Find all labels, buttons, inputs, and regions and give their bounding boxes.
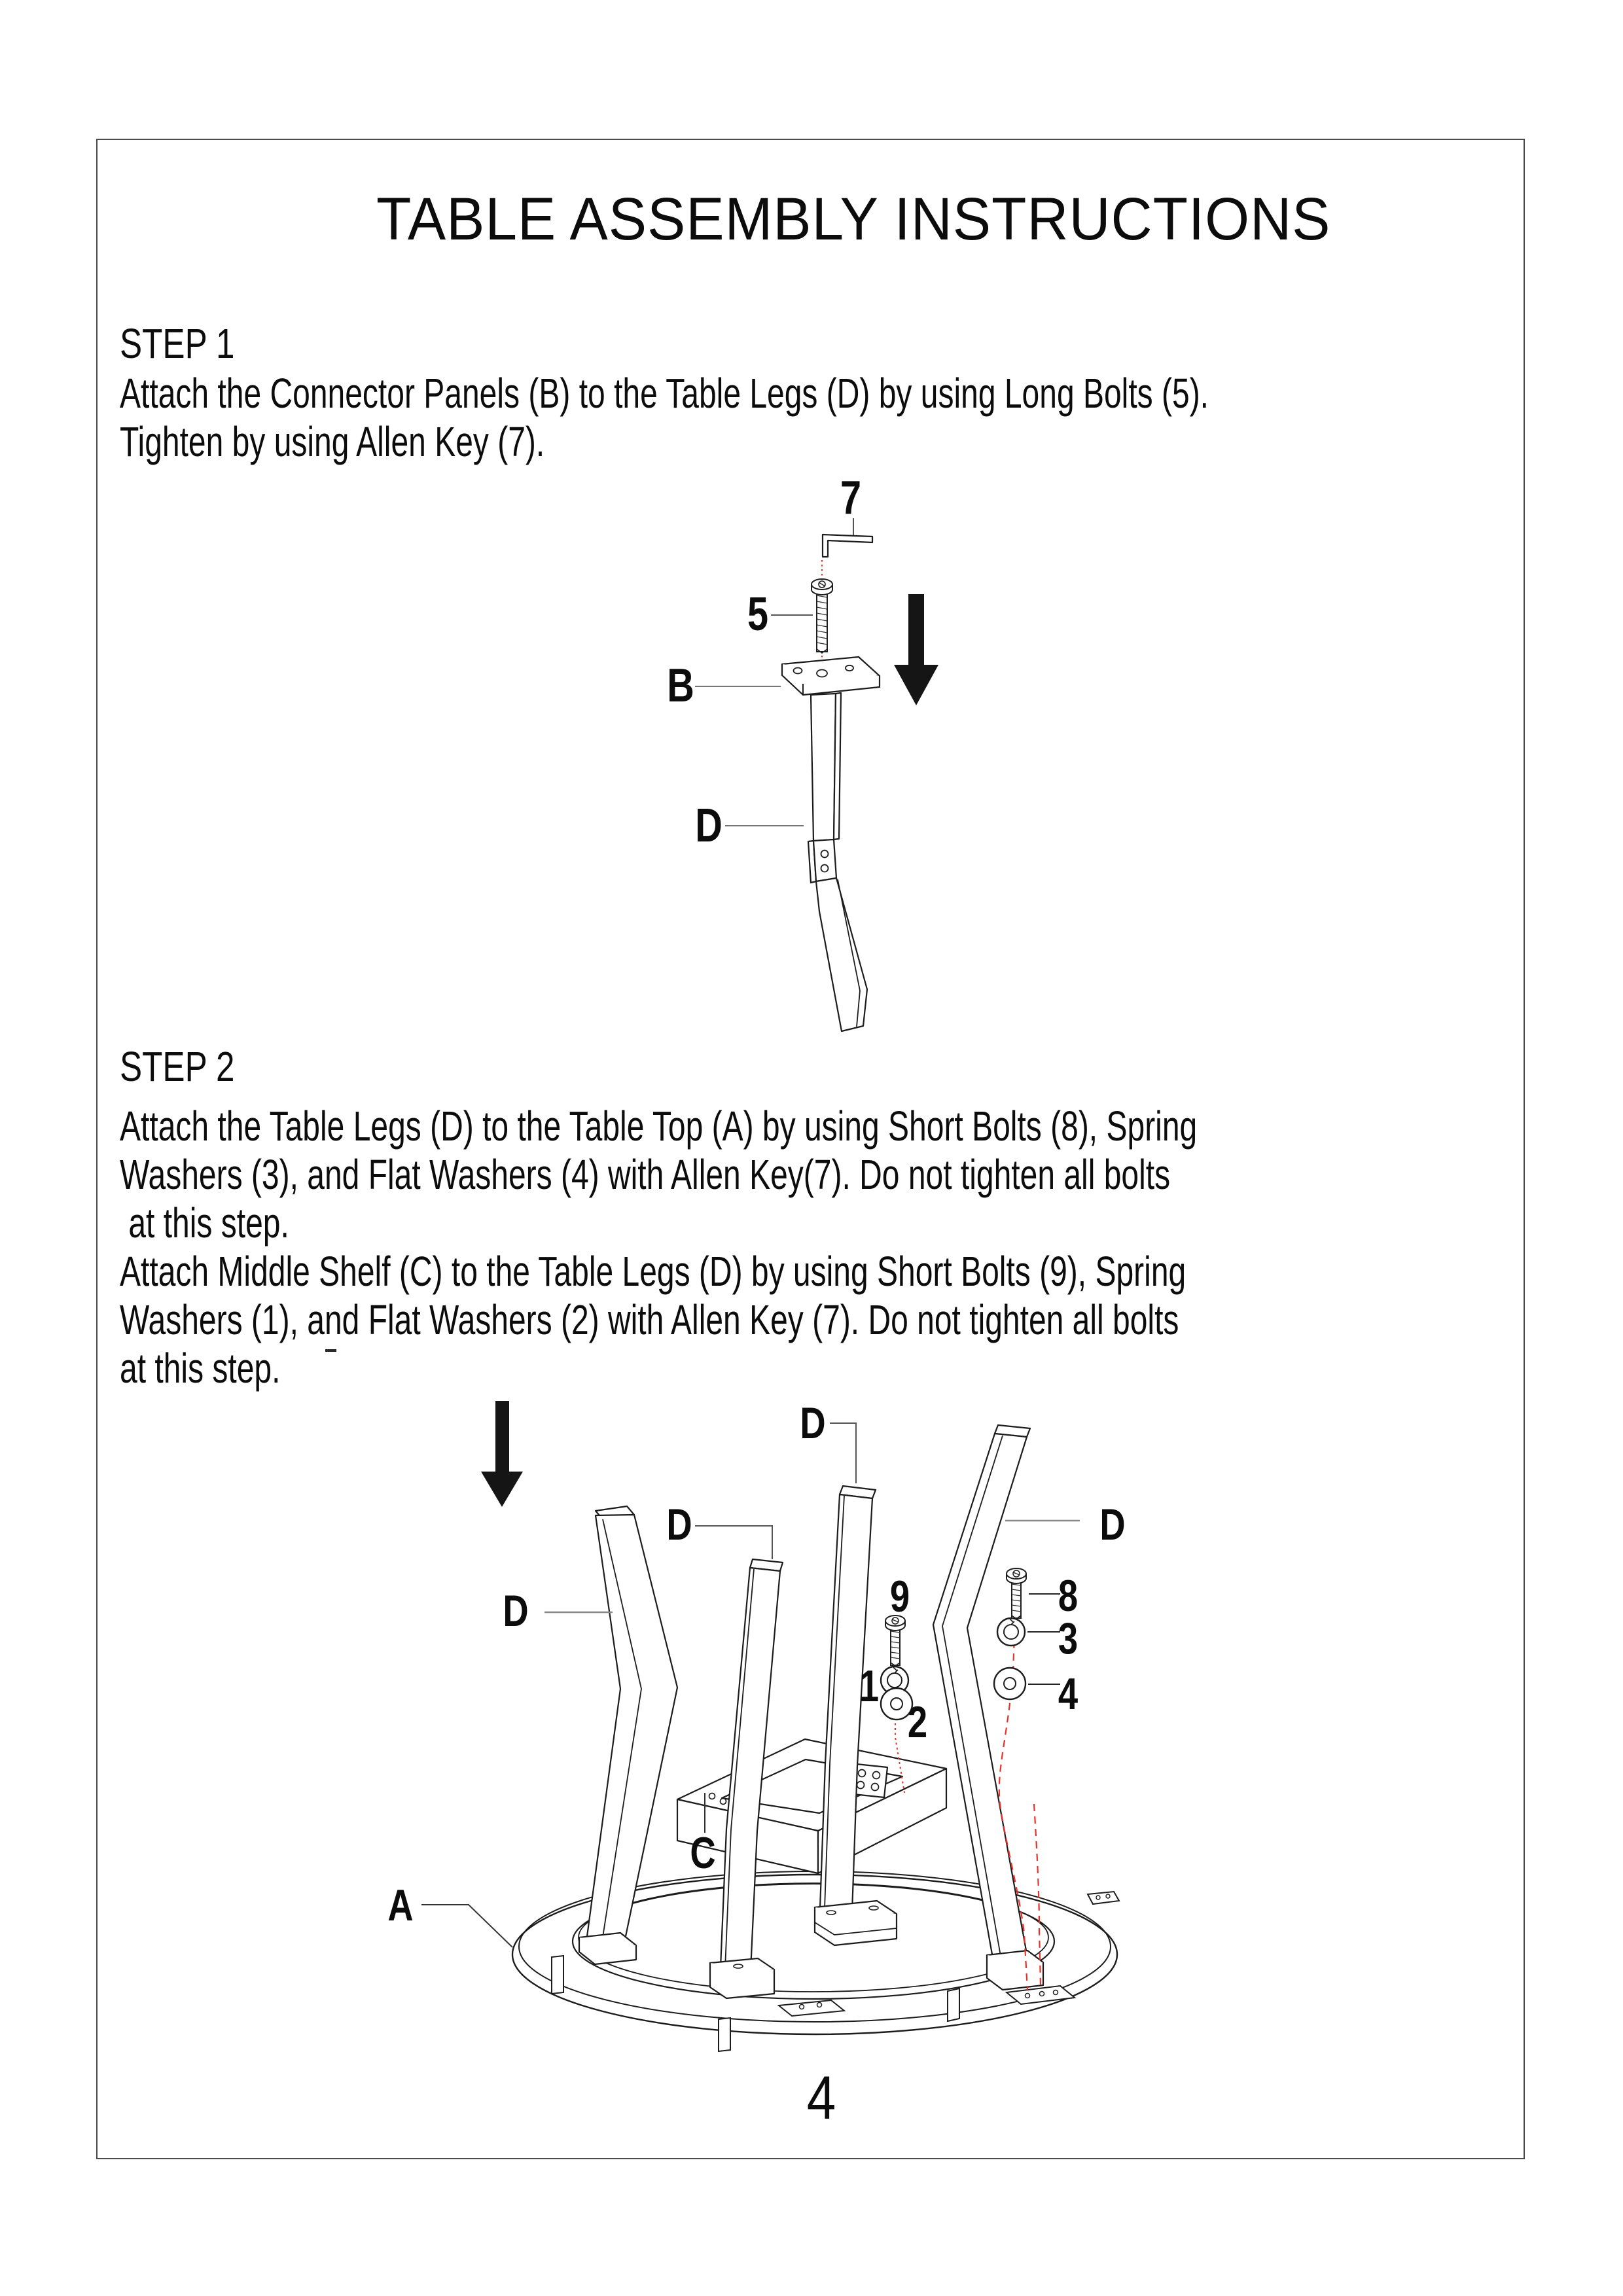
short-bolt-8-icon <box>1007 1568 1026 1619</box>
flat-washer-4-icon <box>994 1668 1026 1699</box>
leg-leader-2 <box>695 1526 772 1559</box>
label-table-top: A <box>387 1881 414 1931</box>
connector-panel-drawing <box>782 657 880 695</box>
step1-line-2: Tighten by using Allen Key (7). <box>120 418 545 465</box>
step1-paragraph <box>120 369 1572 466</box>
page-number: 4 <box>806 2063 836 2132</box>
table-top-leader <box>421 1905 512 1947</box>
step2-line-6: at this step. <box>120 1345 281 1392</box>
step2-line-3: at this step. <box>120 1199 289 1246</box>
table-leg-drawing <box>808 693 867 1031</box>
label-spring-washer-1: 1 <box>859 1661 880 1712</box>
down-arrow-icon <box>894 594 938 705</box>
label-long-bolt: 5 <box>747 587 769 641</box>
label-middle-shelf: C <box>690 1828 716 1879</box>
step2-diagram <box>380 1371 1191 2140</box>
spring-washer-3-icon <box>997 1618 1025 1646</box>
allen-key-icon <box>823 535 872 557</box>
label-leg-3: D <box>800 1398 826 1449</box>
long-bolt-icon <box>812 579 832 653</box>
label-spring-washer-3: 3 <box>1058 1614 1079 1664</box>
table-legs-drawing <box>579 1425 1043 1998</box>
label-allen-key: 7 <box>840 470 862 524</box>
leg-leader-3 <box>830 1423 856 1483</box>
label-leg-2: D <box>666 1500 692 1550</box>
down-arrow-icon <box>481 1401 523 1507</box>
step1-line-1: Attach the Connector Panels (B) to the Table Legs (D) by using Long Bolts (5). <box>120 370 1209 417</box>
label-leg-1: D <box>503 1586 529 1636</box>
stray-mark <box>325 1349 336 1352</box>
short-bolt-9-icon <box>885 1616 905 1666</box>
step2-line-1: Attach the Table Legs (D) to the Table Top (A) by using Short Bolts (8), Spring <box>120 1103 1198 1150</box>
label-flat-washer-2: 2 <box>907 1697 928 1748</box>
label-leg-4: D <box>1099 1500 1126 1550</box>
middle-shelf-drawing <box>677 1739 946 1873</box>
step2-heading: STEP 2 <box>120 1043 235 1090</box>
step2-line-2: Washers (3), and Flat Washers (4) with Allen Key(7). Do not tighten all bolts <box>120 1151 1171 1198</box>
label-table-leg: D <box>695 798 722 852</box>
step1-heading: STEP 1 <box>120 320 235 367</box>
step2-line-5: Washers (1), and Flat Washers (2) with Allen Key (7). Do not tighten all bolts <box>120 1296 1179 1343</box>
step2-line-4: Attach Middle Shelf (C) to the Table Legs (D) by using Short Bolts (9), Spring <box>120 1248 1186 1295</box>
label-flat-washer-4: 4 <box>1058 1669 1079 1720</box>
label-short-bolt-8: 8 <box>1058 1571 1079 1621</box>
label-short-bolt-9: 9 <box>889 1572 910 1622</box>
page-title: TABLE ASSEMBLY INSTRUCTIONS <box>376 186 1331 253</box>
step1-diagram <box>641 471 955 1053</box>
label-connector-panel: B <box>667 658 694 712</box>
